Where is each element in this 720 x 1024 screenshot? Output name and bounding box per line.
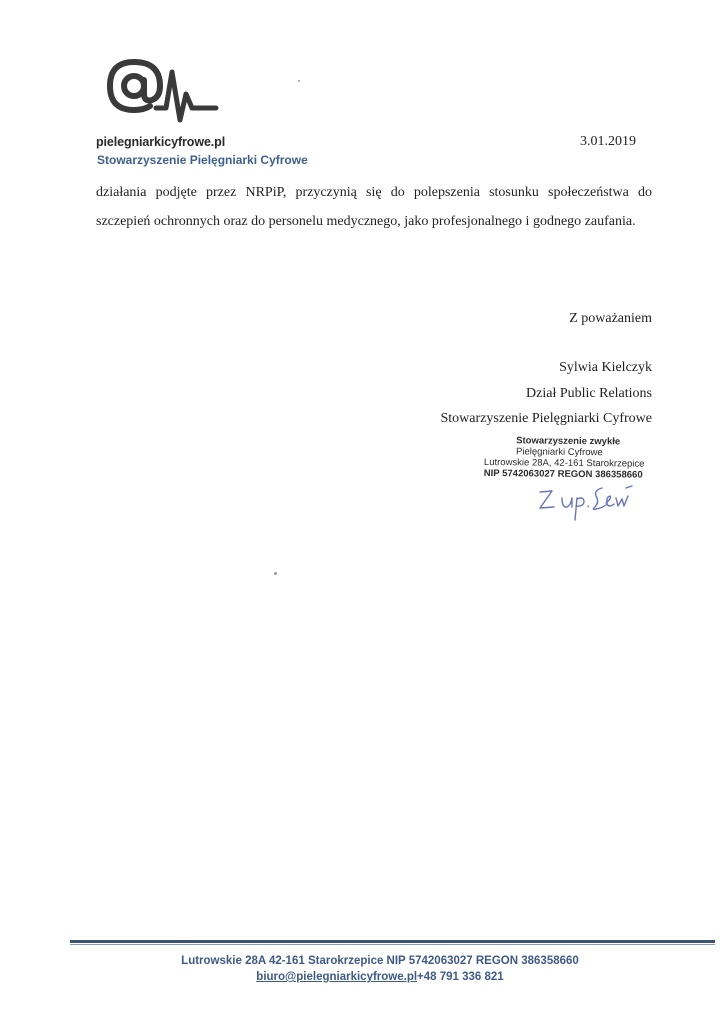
letter-date: 3.01.2019	[580, 134, 636, 149]
logo-icon	[104, 50, 224, 124]
stamp-line-3: Lutrowskie 28A, 42-161 Starokrzepice	[483, 456, 645, 470]
footer-address: Lutrowskie 28A 42-161 Starokrzepice NIP 5742063027 REGON 386358660	[181, 955, 579, 967]
stamp-line-2: Pielęgniarki Cyfrowe	[516, 446, 603, 459]
footer-divider	[70, 940, 715, 943]
closing-line: Z poważaniem	[569, 311, 652, 326]
signer-name: Sylwia Kielczyk	[559, 360, 652, 375]
brand-site: pielegniarkicyfrowe.pl	[96, 135, 226, 149]
speck-mark	[298, 80, 300, 82]
stamp-line-1: Stowarzyszenie zwykłe	[516, 435, 621, 448]
body-paragraph: działania podjęte przez NRPiP, przyczynią się do polepszenia stosunku społeczeństwa do szczepień ochronnych oraz do personelu medycznego, jako profesjonalnego i godnego zaufania.	[96, 185, 652, 229]
footer-contact	[0, 971, 720, 983]
speck-mark	[274, 572, 277, 575]
brand-organization: Stowarzyszenie Pielęgniarki Cyfrowe	[97, 153, 308, 167]
organization-stamp	[484, 435, 684, 481]
footer-email-link[interactable]: biuro@pielegniarkicyfrowe.pl	[256, 971, 418, 983]
handwritten-signature-icon	[530, 478, 640, 522]
footer-divider-thin	[70, 944, 715, 945]
footer-phone: +48 791 336 821	[417, 971, 504, 983]
stamp-line-4: NIP 5742063027 REGON 386358660	[483, 467, 643, 481]
signer-department: Dział Public Relations	[526, 386, 652, 401]
signer-organization: Stowarzyszenie Pielęgniarki Cyfrowe	[440, 411, 652, 426]
